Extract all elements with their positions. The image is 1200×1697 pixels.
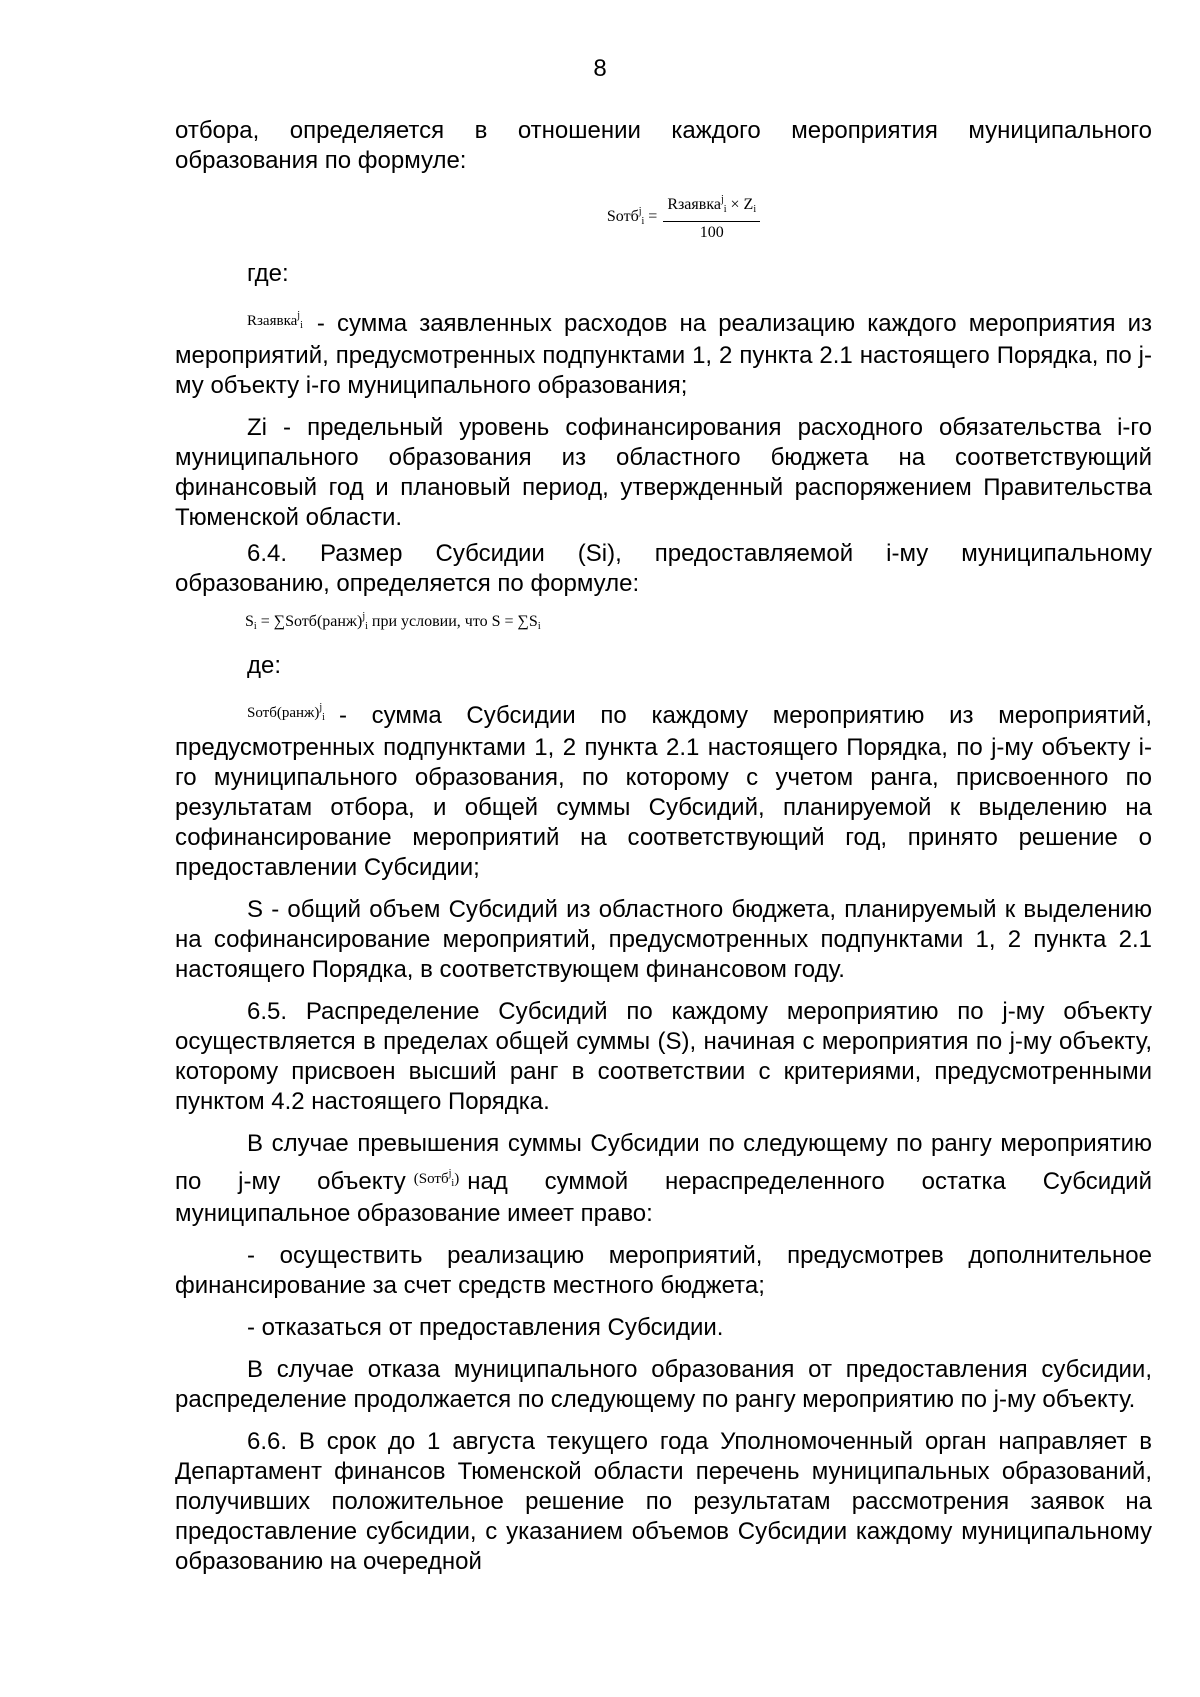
paragraph-s-definition: S - общий объем Субсидий из областного бюджета, планируемый к выделению на софинансирование мероприятий, предусмотренных подпунктами 1, 2 пункта 2.1 настоящего Порядка, в соответствующем финансовом году. [175,896,1152,983]
formula-sotb-lhs: Sотб$^j_i$ [606,205,645,227]
formula-sotb-inline: (Sотбji) [413,1168,460,1189]
page-number: 8 [593,55,607,82]
option-local-budget: - осуществить реализацию мероприятий, предусмотрев дополнительное финансирование за счет средств местного бюджета; [175,1242,1152,1299]
paragraph-sotb-ranzh-definition: $^{Sотб(ранж)^j_i}$ - сумма Субсидии по каждому мероприятию из мероприятий, предусмотренных подпунктами 1, 2 пункта 2.1 настоящего Порядка, по j-му объекту i-го муниципального образования, по которому с учетом ранга, присвоенного по результатам отбора, и общей суммы Субсидий, планируемой к выделению на софинансирование мероприятий на соответствующий год, принято решение о предоставлении Субсидии; [175,702,1152,881]
paragraph-refusal-case: В случае отказа муниципального образования от предоставления субсидии, распределение продолжается по следующему по рангу мероприятию по j-му объекту. [175,1356,1152,1413]
formula-denominator: 100 [699,224,724,241]
paragraph-6-6: 6.6. В срок до 1 августа текущего года Уполномоченный орган направляет в Департамент финансов Тюменской области перечень муниципальных образований, получивших положительное решение по результатам рассмотрения заявок на предоставление субсидии, с указанием объемов Субсидии каждому муниципальному образованию на очередной [175,1428,1152,1575]
paragraph-6-4: 6.4. Размер Субсидии (Si), предоставляемой i-му муниципальному образованию, определяется по формуле: [175,540,1152,597]
formula-sotb [175,190,1152,243]
formula-sotb-ranzh-symbol: Sотб(ранж)ji [247,702,325,723]
formula-si: $S_i$ = ∑Sотб(ранж)$^j_i$ при условии, что $S = \sum S_i$ [245,611,541,632]
paragraph-zi-definition: Zi - предельный уровень софинансирования расходного обязательства i-го муниципального образования из областного бюджета на соответствующий финансовый год и плановый период, утвержденный распоряжением Правительства Тюменской области. [175,414,1152,531]
formula-fraction [663,190,760,243]
formula-numerator: Rзаявка$^j_i$ × $Z_i$ [663,190,760,222]
paragraph-excess-case: В случае превышения суммы Субсидии по следующему по рангу мероприятию по j-му объекту $^{(Sотб^j_i)}$ над суммой нераспределенного остатка Субсидий муниципальное образование имеет право: [175,1130,1152,1227]
where-label-2: де: [247,652,282,679]
where-label: где: [247,260,289,287]
paragraph-rzayavka-definition: $^{Rзаявка^j_i}$ - сумма заявленных расходов на реализацию каждого мероприятия из мероприятий, предусмотренных подпунктами 1, 2 пункта 2.1 настоящего Порядка, по j-му объекту i-го муниципального образования; [175,310,1152,399]
paragraph-6-5: 6.5. Распределение Субсидий по каждому мероприятию по j-му объекту осуществляется в пределах общей суммы (S), начиная с мероприятия по j-му объекту, которому присвоен высший ранг в соответствии с критериями, предусмотренными пунктом 4.2 настоящего Порядка. [175,998,1152,1115]
paragraph-selection-formula-intro: отбора, определяется в отношении каждого мероприятия муниципального образования по формуле: [175,117,1152,174]
document-body [175,116,1152,1577]
formula-rzayavka-symbol: Rзаявкаji [247,310,303,331]
formula-equals: = [648,207,658,225]
option-refuse: - отказаться от предоставления Субсидии. [247,1314,724,1341]
